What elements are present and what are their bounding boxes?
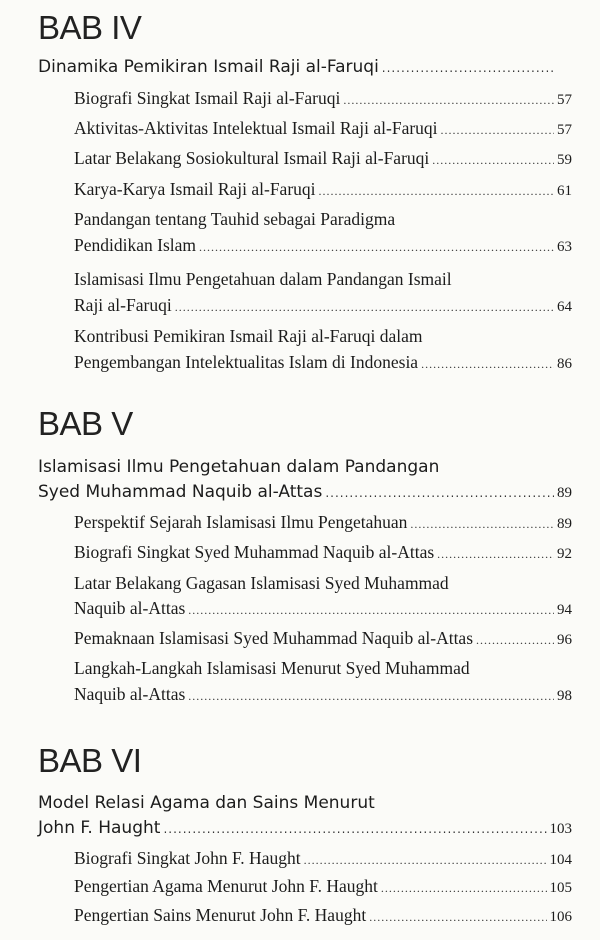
entry-title-line: Islamisasi Ilmu Pengetahuan dalam Pandangan Ismail [74,269,452,289]
toc-entry [74,293,572,319]
leader-dots [163,817,546,841]
toc-entry [74,510,572,536]
leader-dots [343,88,554,112]
toc-entry [74,874,572,900]
page-number: 105 [549,880,572,896]
toc-entry [74,846,572,872]
page-number: 94 [557,602,572,618]
page-number: 61 [557,183,572,199]
chapter-heading: BAB IV [38,9,142,46]
toc-entry [74,177,572,203]
entry-title: Karya-Karya Ismail Raji al-Faruqi [74,179,316,199]
leader-dots [476,628,554,652]
toc-entry [74,233,572,259]
leader-dots [437,542,554,566]
entry-title: Pengertian Sains Menurut John F. Haught [74,905,367,925]
page-number: 89 [557,485,572,501]
entry-title: Pengertian Agama Menurut John F. Haught [74,876,378,896]
entry-title: Latar Belakang Sosiokultural Ismail Raji al-Faruqi [74,148,430,168]
entry-title: Biografi Singkat John F. Haught [74,848,301,868]
chapter-title-line: Model Relasi Agama dan Sains Menurut [38,793,375,813]
entry-title: Naquib al-Attas [74,598,186,618]
chapter-title-text: Syed Muhammad Naquib al-Attas [38,482,323,502]
leader-dots [175,295,554,319]
leader-dots [432,148,554,172]
leader-dots [325,481,554,505]
chapter-title [38,480,572,505]
page-number: 86 [557,356,572,372]
entry-title-line: Kontribusi Pemikiran Ismail Raji al-Faruqi dalam [74,326,423,346]
chapter-title-text: John F. Haught [38,818,161,838]
toc-entry [74,116,572,142]
leader-dots [304,848,547,872]
entry-title: Biografi Singkat Syed Muhammad Naquib al-Attas [74,542,435,562]
leader-dots [319,179,554,203]
chapter-heading: BAB V [38,405,133,442]
toc-entry [74,903,572,929]
leader-dots [381,876,547,900]
entry-title: Pengembangan Intelektualitas Islam di Indonesia [74,352,419,372]
entry-title: Raji al-Faruqi [74,295,172,315]
page-number: 103 [549,821,572,837]
page-number: 64 [557,299,572,315]
chapter-title-text: Dinamika Pemikiran Ismail Raji al-Faruqi [38,57,379,77]
leader-dots [421,352,554,376]
toc-entry [74,540,572,566]
entry-title: Perspektif Sejarah Islamisasi Ilmu Pengetahuan [74,512,408,532]
entry-title: Naquib al-Attas [74,684,186,704]
chapter-title-line: Islamisasi Ilmu Pengetahuan dalam Pandangan [38,457,440,477]
entry-title: Biografi Singkat Ismail Raji al-Faruqi [74,88,341,108]
page-number: 57 [557,92,572,108]
page-number: 104 [549,852,572,868]
toc-entry [74,350,572,376]
leader-dots [441,118,554,142]
leader-dots [188,684,554,708]
leader-dots [382,56,555,80]
page-number: 89 [557,516,572,532]
page-number: 106 [549,909,572,925]
entry-title: Pemaknaan Islamisasi Syed Muhammad Naquib al-Attas [74,628,474,648]
page-number: 59 [557,152,572,168]
chapter-heading: BAB VI [38,742,142,779]
leader-dots [188,598,554,622]
leader-dots [199,235,554,259]
entry-title-line: Pandangan tentang Tauhid sebagai Paradigma [74,209,396,229]
entry-title-line: Latar Belakang Gagasan Islamisasi Syed Muhammad [74,573,449,593]
page-number: 96 [557,632,572,648]
page-number: 98 [557,688,572,704]
entry-title: Aktivitas-Aktivitas Intelektual Ismail Raji al-Faruqi [74,118,438,138]
toc-entry [74,86,572,112]
page-number: 63 [557,239,572,255]
toc-entry [74,146,572,172]
toc-entry [74,626,572,652]
leader-dots [369,905,546,929]
toc-entry [74,682,572,708]
entry-title-line: Langkah-Langkah Islamisasi Menurut Syed Muhammad [74,658,470,678]
leader-dots [410,512,554,536]
chapter-title [38,55,572,80]
page-number: 92 [557,546,572,562]
page-number: 57 [557,122,572,138]
entry-title: Pendidikan Islam [74,235,196,255]
chapter-title [38,816,572,841]
toc-entry [74,596,572,622]
